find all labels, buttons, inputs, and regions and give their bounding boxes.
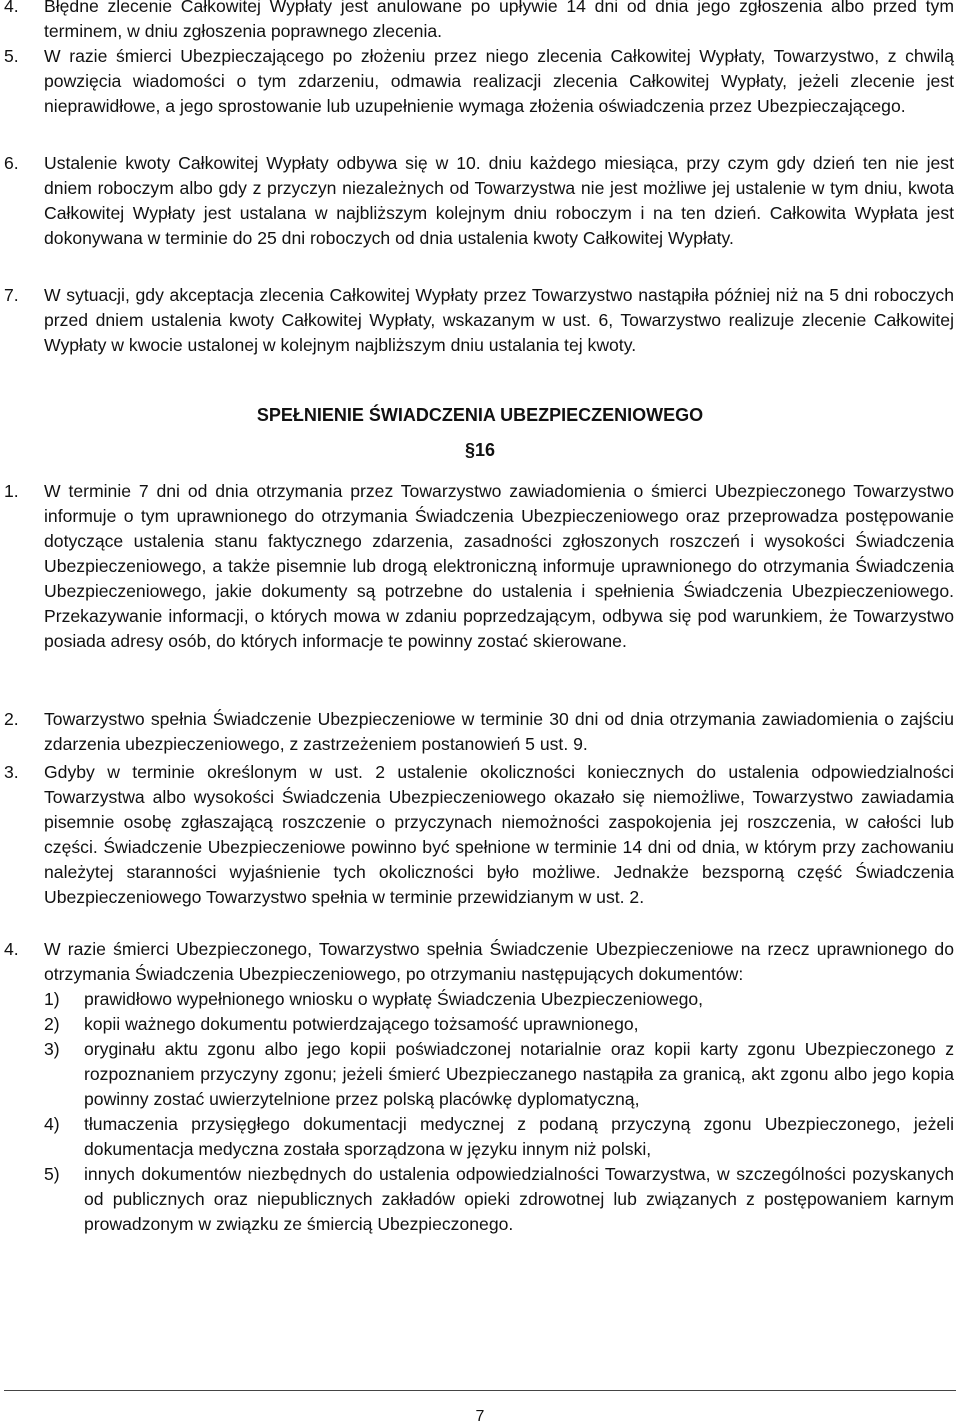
paragraph-5 <box>4 44 954 119</box>
paragraph-16-2 <box>4 707 954 757</box>
list-item-number: 5) <box>44 1164 60 1184</box>
section-number: §16 <box>464 440 496 460</box>
paragraph-number: 6. <box>4 153 19 173</box>
list-item <box>44 1112 954 1162</box>
paragraph-number: 4. <box>4 0 19 16</box>
list-item <box>44 1162 954 1237</box>
paragraph-number: 5. <box>4 46 19 66</box>
section-title: SPEŁNIENIE ŚWIADCZENIA UBEZPIECZENIOWEGO <box>256 405 704 425</box>
list-item <box>44 1037 954 1112</box>
paragraph-text: Gdyby w terminie określonym w ust. 2 ustalenie okoliczności koniecznych do ustalenia odpowiedzialności Towarzystwa albo wysokości Świadczenia Ubezpieczeniowego okazało się niemożliwe, Towarzystwo zawiadamia pisemnie osobę zgłaszającą roszczenie o przyczynach niemożności zaspokojenia jej roszczenia, w całości lub części. Świadczenie Ubezpieczeniowe powinno być spełnione w terminie 14 dni od dnia, w którym przy zachowaniu należytej staranności wyjaśnienie tych okoliczności było możliwe. Jednakże bezsporną część Świadczenia Ubezpieczeniowego Towarzystwo spełnia w terminie przewidzianym w ust. 2. <box>44 762 954 907</box>
paragraph-16-3 <box>4 760 954 910</box>
documents-list <box>44 987 954 1237</box>
paragraph-text: W razie śmierci Ubezpieczającego po złożeniu przez niego zlecenia Całkowitej Wypłaty, Towarzystwo, z chwilą powzięcia wiadomości o tym zdarzeniu, odmawia realizacji zlecenia Całkowitej Wypłaty, jeżeli zlecenie jest nieprawidłowe, a jego sprostowanie lub uzupełnienie wymaga złożenia oświadczenia przez Ubezpieczającego. <box>44 46 954 116</box>
list-item-text: tłumaczenia przysięgłego dokumentacji medycznej z podaną przyczyną zgonu Ubezpieczonego, jeżeli dokumentacja medyczna została sporządzona w języku innym niż polski, <box>84 1114 954 1159</box>
paragraph-number: 4. <box>4 939 19 959</box>
paragraph-number: 3. <box>4 762 19 782</box>
list-item-text: kopii ważnego dokumentu potwierdzającego tożsamość uprawnionego, <box>84 1014 639 1034</box>
paragraph-text: Towarzystwo spełnia Świadczenie Ubezpieczeniowe w terminie 30 dni od dnia otrzymania zawiadomienia o zajściu zdarzenia ubezpieczeniowego, z zastrzeżeniem postanowień 5 ust. 9. <box>44 709 954 754</box>
paragraph-number: 1. <box>4 481 19 501</box>
paragraph-4 <box>4 0 954 44</box>
list-item-text: oryginału aktu zgonu albo jego kopii poświadczonej notarialnie oraz kopii karty zgonu Ubezpieczonego z rozpoznaniem przyczyny zgonu; jeżeli śmierć Ubezpieczanego nastąpiła za granicą, akt zgonu albo jego kopia powinny zostać uwierzytelnione przez polską placówkę dyplomatyczną, <box>84 1039 954 1109</box>
paragraph-6 <box>4 151 954 251</box>
paragraph-text: W sytuacji, gdy akceptacja zlecenia Całkowitej Wypłaty przez Towarzystwo nastąpiła później niż na 5 dni roboczych przed dniem ustalenia kwoty Całkowitej Wypłaty, wskazanym w ust. 6, Towarzystwo realizuje zlecenie Całkowitej Wypłaty w kwocie ustalonej w kolejnym najbliższym dniu ustalania tej kwoty. <box>44 285 954 355</box>
list-item <box>44 987 954 1012</box>
footer-divider <box>4 1390 956 1391</box>
paragraph-text: W terminie 7 dni od dnia otrzymania przez Towarzystwo zawiadomienia o śmierci Ubezpieczonego Towarzystwo informuje o tym uprawnionego do otrzymania Świadczenia Ubezpieczeniowego oraz przeprowadza postępowanie dotyczące ustalenia stanu faktycznego zdarzenia, zasadności zgłoszonych roszczeń i wysokości Świadczenia Ubezpieczeniowego, a także pisemnie lub drogą elektroniczną informuje uprawnionego do otrzymania Świadczenia Ubezpieczeniowego, jakie dokumenty są potrzebne do ustalenia i spełnienia Świadczenia Ubezpieczeniowego. Przekazywanie informacji, o których mowa w zdaniu poprzedzającym, odbywa się pod warunkiem, że Towarzystwo posiada adresy osób, do których informacje te powinny zostać skierowane. <box>44 481 954 651</box>
list-item-number: 1) <box>44 989 60 1009</box>
list-item-number: 3) <box>44 1039 60 1059</box>
paragraph-text: Błędne zlecenie Całkowitej Wypłaty jest anulowane po upływie 14 dni od dnia jego zgłoszenia albo przed tym terminem, w dniu zgłoszenia poprawnego zlecenia. <box>44 0 954 41</box>
paragraph-number: 7. <box>4 285 19 305</box>
paragraph-7 <box>4 283 954 358</box>
list-item-number: 4) <box>44 1114 60 1134</box>
paragraph-text: Ustalenie kwoty Całkowitej Wypłaty odbywa się w 10. dniu każdego miesiąca, przy czym gdy dzień ten nie jest dniem roboczym albo gdy z przyczyn niezależnych od Towarzystwa nie jest możliwe jej ustalenie w tym dniu, kwota Całkowitej Wypłaty jest ustalana w najbliższym kolejnym dniu roboczym i na ten dzień. Całkowita Wypłata jest dokonywana w terminie do 25 dni roboczych od dnia ustalenia kwoty Całkowitej Wypłaty. <box>44 153 954 248</box>
list-item-text: prawidłowo wypełnionego wniosku o wypłatę Świadczenia Ubezpieczeniowego, <box>84 989 704 1009</box>
paragraph-text: W razie śmierci Ubezpieczonego, Towarzystwo spełnia Świadczenie Ubezpieczeniowe na rzecz uprawnionego do otrzymania Świadczenia Ubezpieczeniowego, po otrzymaniu następujących dokumentów: <box>44 939 954 984</box>
paragraph-16-1 <box>4 479 954 654</box>
paragraph-number: 2. <box>4 709 19 729</box>
list-item-text: innych dokumentów niezbędnych do ustalenia odpowiedzialności Towarzystwa, w szczególności pozyskanych od publicznych oraz niepublicznych zakładów opieki zdrowotnej lub związanych z postępowaniem karnym prowadzonym w związku ze śmiercią Ubezpieczonego. <box>84 1164 954 1234</box>
list-item <box>44 1012 954 1037</box>
list-item-number: 2) <box>44 1014 60 1034</box>
page-number: 7 <box>475 1408 485 1425</box>
paragraph-16-4 <box>4 937 954 1237</box>
